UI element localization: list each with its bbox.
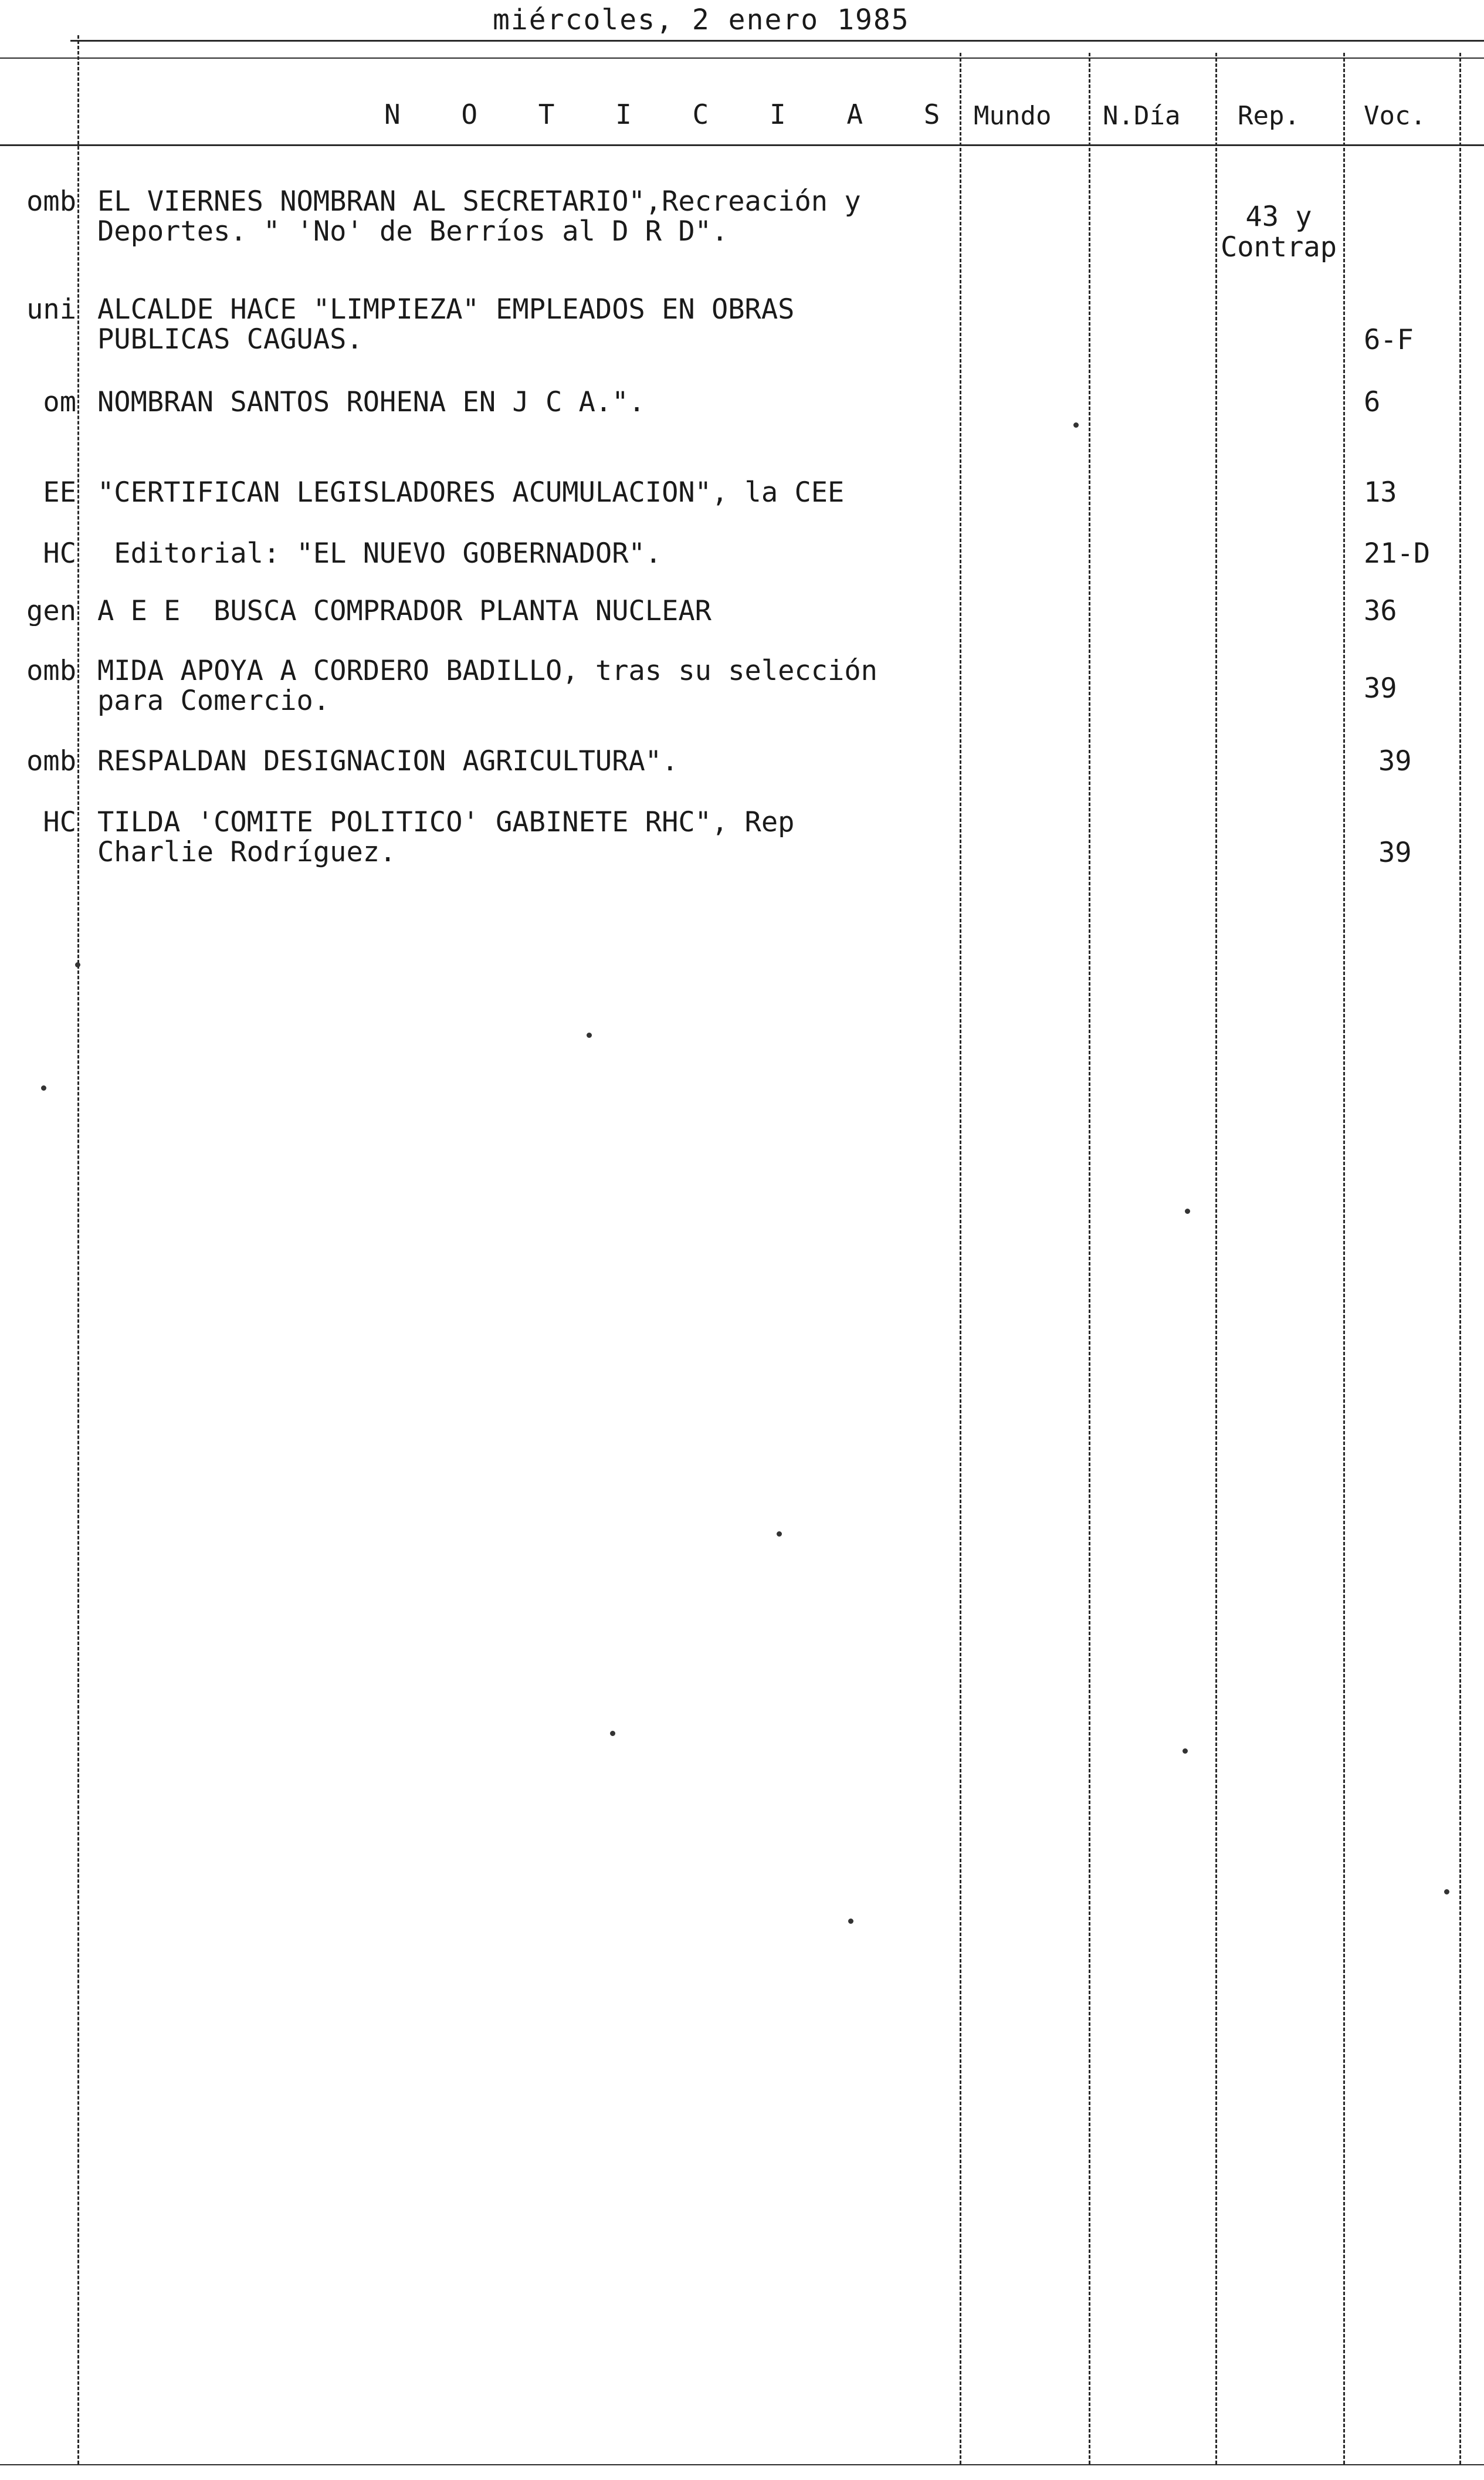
row-code: HC — [43, 807, 76, 837]
row-code: HC — [43, 539, 76, 569]
row-title: A E E BUSCA COMPRADOR PLANTA NUCLEAR — [97, 595, 711, 627]
row-voc: 6-F — [1364, 324, 1414, 356]
row-code: omb — [26, 656, 76, 686]
header-ndia: N.Día — [1103, 101, 1181, 131]
divider-noticias — [960, 53, 961, 2464]
page-date: miércoles, 2 enero 1985 — [493, 4, 910, 36]
scan-speck — [1183, 1748, 1188, 1754]
divider-ndia — [1215, 53, 1217, 2464]
header-noticias: N O T I C I A S — [384, 99, 963, 130]
row-rep: 43 y Contrap — [1220, 201, 1337, 263]
divider-rep — [1343, 53, 1345, 2464]
row-voc: 39 — [1378, 837, 1412, 869]
scan-speck — [610, 1731, 615, 1736]
header-voc: Voc. — [1364, 101, 1426, 131]
header-rep: Rep. — [1238, 101, 1300, 131]
row-voc: 39 — [1364, 672, 1397, 705]
scan-speck — [777, 1531, 782, 1537]
row-title: Editorial: "EL NUEVO GOBERNADOR". — [97, 537, 662, 570]
row-title: MIDA APOYA A CORDERO BADILLO, tras su selección para Comercio. — [97, 655, 877, 717]
row-title: RESPALDAN DESIGNACION AGRICULTURA". — [97, 745, 679, 777]
row-code: EE — [43, 478, 76, 507]
row-title: NOMBRAN SANTOS ROHENA EN J C A.". — [97, 386, 645, 418]
header-rule — [0, 57, 1484, 59]
row-title: "CERTIFICAN LEGISLADORES ACUMULACION", la CEE — [97, 476, 845, 509]
scan-speck — [1185, 1209, 1190, 1214]
bottom-rule — [0, 2464, 1484, 2465]
scan-speck — [587, 1033, 592, 1038]
scan-speck — [1444, 1889, 1449, 1894]
row-title: TILDA 'COMITE POLITICO' GABINETE RHC", Rep Charlie Rodríguez. — [97, 806, 795, 868]
row-title: ALCALDE HACE "LIMPIEZA" EMPLEADOS EN OBRAS PUBLICAS CAGUAS. — [97, 293, 795, 356]
row-voc: 36 — [1364, 595, 1397, 627]
scan-speck — [41, 1085, 46, 1091]
row-code: gen — [26, 596, 76, 626]
top-rule — [70, 40, 1484, 42]
header-mundo: Mundo — [974, 101, 1052, 131]
divider-voc — [1459, 53, 1461, 2464]
row-voc: 13 — [1364, 476, 1397, 509]
column-header-rule — [0, 144, 1484, 146]
scan-speck — [1073, 422, 1079, 428]
row-voc: 6 — [1364, 386, 1381, 418]
scan-speck — [75, 962, 80, 967]
row-code: omb — [26, 187, 76, 216]
scan-speck — [848, 1919, 853, 1924]
row-code: uni — [26, 295, 76, 324]
row-code: om — [43, 387, 76, 417]
row-voc: 39 — [1378, 745, 1412, 777]
divider-code — [77, 35, 79, 2464]
row-code: omb — [26, 746, 76, 776]
row-title: EL VIERNES NOMBRAN AL SECRETARIO",Recreación y Deportes. " 'No' de Berríos al D R D". — [97, 185, 861, 248]
divider-mundo — [1089, 53, 1090, 2464]
row-voc: 21-D — [1364, 537, 1431, 570]
